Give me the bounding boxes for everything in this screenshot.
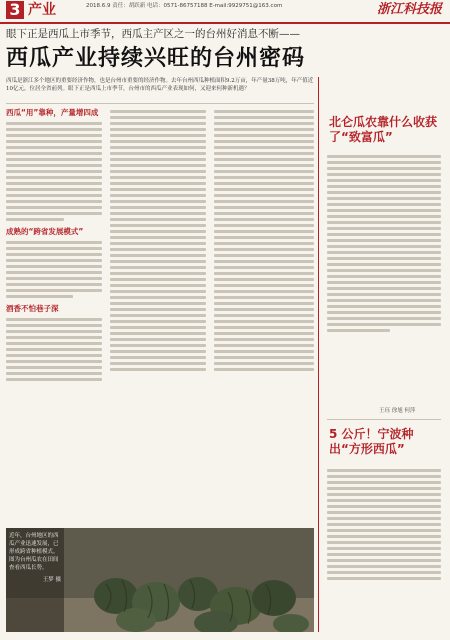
newspaper-name: 浙江科技报 — [376, 2, 442, 17]
sidebar-story-2-title: 5 公斤！宁波种出“方形西瓜” — [329, 427, 414, 456]
header-meta: 2018.6.9 责任：胡跃新 电话：0571-86757188 E-mail:9929751@163.com — [86, 3, 283, 9]
article-subhead-3: 酒香不怕巷子深 — [6, 304, 59, 313]
lead-divider — [6, 103, 314, 104]
photo-caption-text: 近年，台州地区的西瓜产业迅速发展，已形成跨省种植模式。图为台州瓜农在田间查看西瓜长势。 — [9, 533, 59, 571]
article-column-1 — [6, 108, 102, 528]
right-sidebar — [318, 77, 445, 632]
page-number: 3 — [6, 1, 24, 19]
lead-paragraph: 西瓜是浙江多个地区的重要经济作物，也是台州市重要的经济作物。去年台州西瓜种植面积9.2万亩，年产量38万吨，年产值近10亿元，位居全省前列。眼下正是西瓜上市季节，台州市的西瓜产业表现如何，又迎来何种新机遇？ — [6, 78, 314, 92]
photo-credit: 王梦 摄 — [42, 577, 61, 583]
section-title: 产业 — [28, 2, 56, 18]
sidebar-story-1-title: 北仑瓜农靠什么收获了“致富瓜” — [329, 115, 438, 144]
article-column-2 — [110, 108, 206, 528]
sidebar-story-1-body — [327, 153, 441, 403]
article-subhead-1: 西瓜“用”靠种，产量增四成 — [6, 108, 99, 117]
article-subhead-2: 成熟的“跨省发展模式” — [6, 227, 84, 236]
kicker-headline: 眼下正是西瓜上市季节，西瓜主产区之一的台州好消息不断—— — [6, 28, 300, 40]
sidebar-divider — [327, 419, 441, 420]
page-header — [0, 0, 450, 24]
article-column-3 — [214, 108, 314, 528]
main-headline: 西瓜产业持续兴旺的台州密码 — [6, 45, 306, 71]
sidebar-byline: 王珏 徐旭 何萍 — [379, 408, 416, 414]
photo-caption — [6, 528, 64, 632]
sidebar-story-2-body — [327, 467, 441, 627]
